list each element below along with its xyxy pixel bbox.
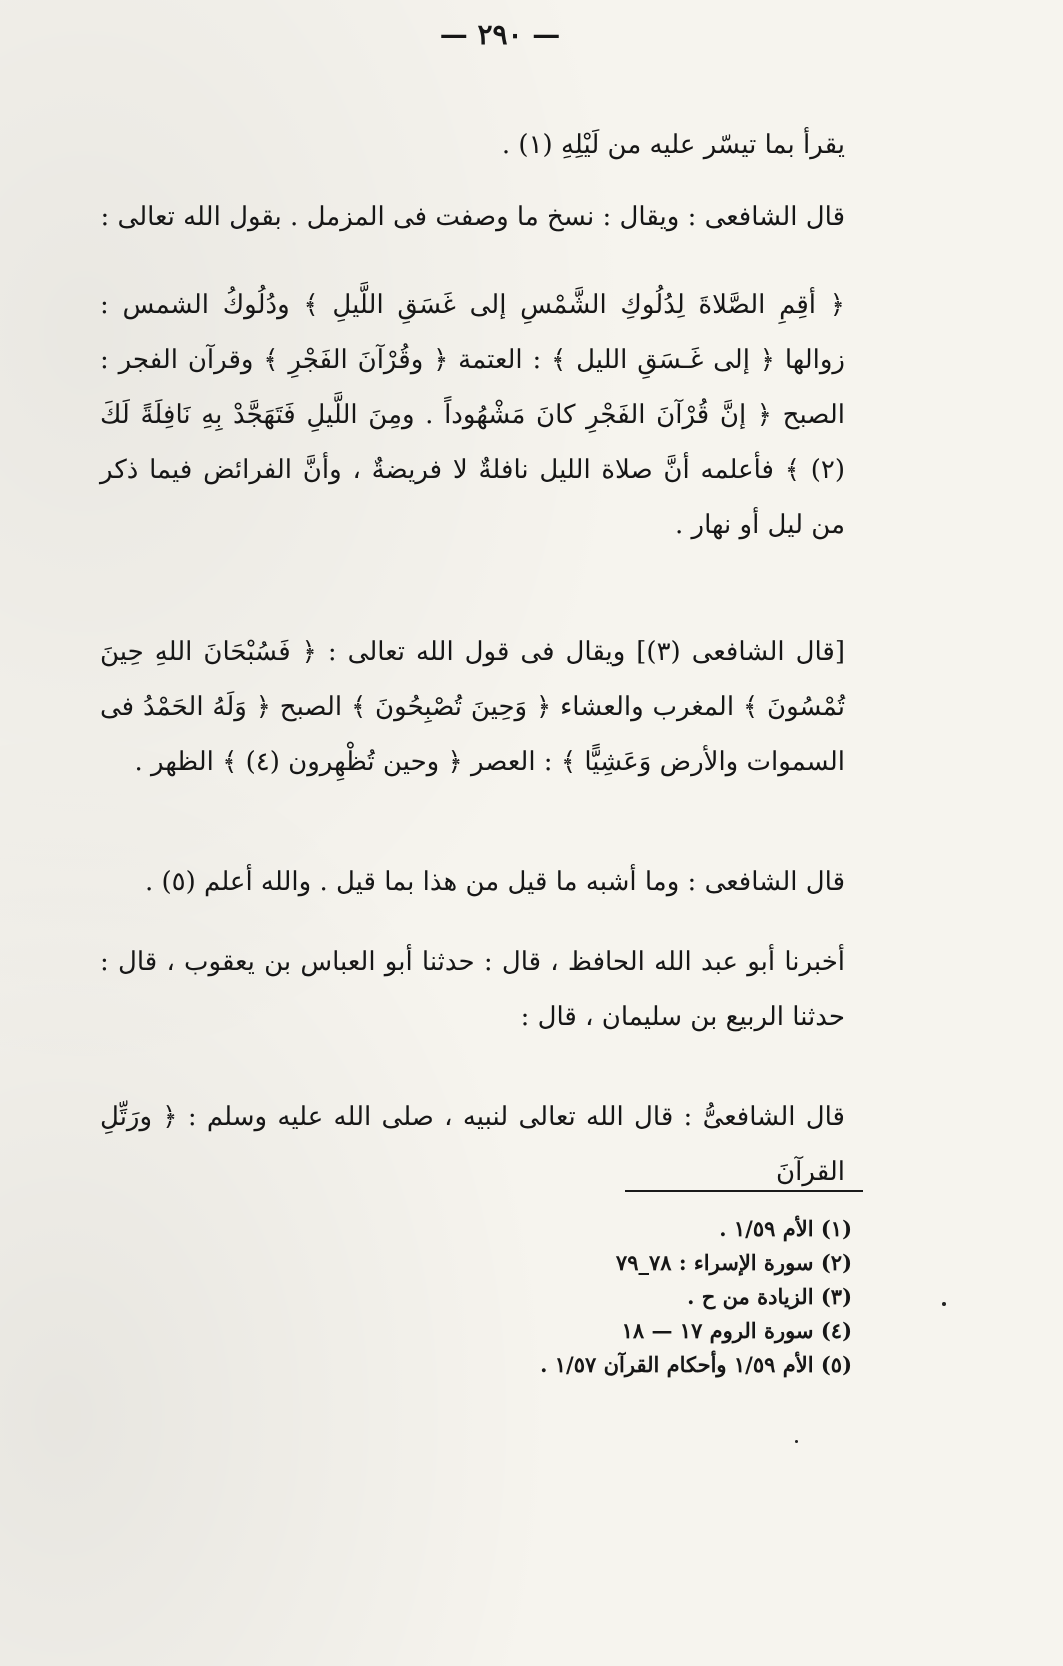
page-number: — ٢٩٠ — (439, 18, 561, 51)
paragraph-7: قال الشافعىُّ : قال الله تعالى لنبيه ، صلى الله عليه وسلم : ﴿ ورَتِّلِ القرآنَ (100, 1102, 845, 1187)
ink-speck (795, 1440, 798, 1443)
paragraph-2: قال الشافعى : ويقال : نسخ ما وصفت فى المزمل . بقول الله تعالى : (100, 202, 845, 232)
paragraph-3: ﴿ أقِمِ الصَّلاةَ لِدُلُوكِ الشَّمْسِ إلى غَسَقِ اللَّيلِ ﴾ ودُلُوكُ الشمس : زوالها ﴿ إلى غَـسَقِ الليل ﴾ : العتمة ﴿ وقُرْآنَ الفَجْرِ ﴾ وقرآن الفجر : الصبح ﴿ إنَّ قُرْآنَ الفَجْرِ كانَ مَشْهُوداً . ومِنَ اللَّيلِ فَتَهَجَّدْ بِهِ نَافِلَةً لَكَ (٢) ﴾ فأعلمه أنَّ صلاة الليل نافلةٌ لا فريضةٌ ، وأنَّ الفرائض فيما ذكر من ليل أو نهار . (100, 290, 845, 540)
footnote-3: (٣) الزيادة من ح . (687, 1284, 852, 1309)
footnote-1: (١) الأم ١/٥٩ . (719, 1216, 852, 1241)
paragraph-1: يقرأ بما تيسّر عليه من لَيْلِهِ (١) . (501, 130, 845, 160)
footnote-4: (٤) سورة الروم ١٧ — ١٨ (621, 1318, 852, 1343)
paragraph-4: [قال الشافعى (٣)] ويقال فى قول الله تعالى : ﴿ فَسُبْحَانَ اللهِ حِينَ تُمْسُونَ ﴾ المغرب والعشاء ﴿ وَحِينَ تُصْبِحُونَ ﴾ الصبح ﴿ وَلَهُ الحَمْدُ فى السموات والأرض وَعَشِيًّا ﴾ : العصر ﴿ وحين تُظْهِرون (٤) ﴾ الظهر . (100, 637, 845, 777)
paragraph-6: أخبرنا أبو عبد الله الحافظ ، قال : حدثنا أبو العباس بن يعقوب ، قال : حدثنا الربيع بن سليمان ، قال : (100, 947, 845, 1032)
footnote-divider (625, 1190, 863, 1192)
footnotes (400, 1212, 852, 1382)
paragraph-5: قال الشافعى : وما أشبه ما قيل من هذا بما قيل . والله أعلم (٥) . (144, 867, 845, 897)
footnote-5: (٥) الأم ١/٥٩ وأحكام القرآن ١/٥٧ . (540, 1352, 852, 1377)
footnote-2: (٢) سورة الإسراء : ٧٨_٧٩ (615, 1250, 852, 1275)
ink-speck (942, 1302, 946, 1306)
